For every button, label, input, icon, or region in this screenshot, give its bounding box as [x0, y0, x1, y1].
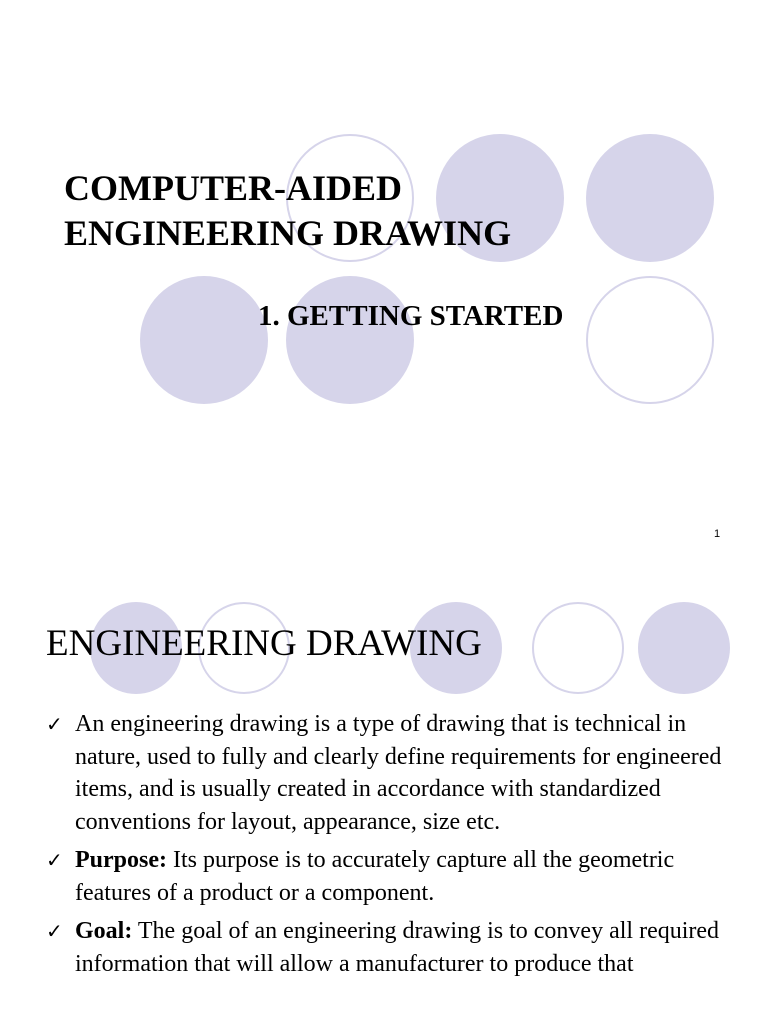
title-line: ENGINEERING DRAWING — [64, 213, 512, 253]
list-item — [46, 915, 746, 980]
checkmark-icon: ✓ — [46, 919, 63, 943]
checkmark-icon: ✓ — [46, 712, 63, 736]
decor-circle — [532, 602, 624, 694]
bullet-label: Goal: — [75, 918, 133, 944]
bullet-text: The goal of an engineering drawing is to convey all required information that will allow a manufacturer to produce that — [75, 918, 720, 977]
decor-circle — [586, 134, 714, 262]
list-item — [46, 708, 746, 838]
list-item — [46, 844, 746, 909]
decor-circle — [286, 276, 414, 404]
title-line: COMPUTER-AIDED — [64, 168, 402, 208]
decor-circle — [140, 276, 268, 404]
decor-circle — [638, 602, 730, 694]
page-number: 1 — [714, 528, 721, 540]
bullet-text: An engineering drawing is a type of drawing that is technical in nature, used to fully and clearly define requirements for engineered items, and is usually created in accordance with standardized conventions for layout, appearance, size etc. — [75, 711, 722, 835]
slide-2 — [0, 560, 768, 1024]
slide-title — [64, 166, 511, 256]
bullet-text: Its purpose is to accurately capture all the geometric features of a product or a component. — [75, 847, 675, 906]
slide-subtitle: 1. GETTING STARTED — [258, 300, 564, 332]
decor-circle — [586, 276, 714, 404]
bullet-list — [46, 708, 746, 986]
checkmark-icon: ✓ — [46, 848, 63, 872]
bullet-label: Purpose: — [75, 847, 167, 873]
slide-title: ENGINEERING DRAWING — [46, 623, 482, 664]
